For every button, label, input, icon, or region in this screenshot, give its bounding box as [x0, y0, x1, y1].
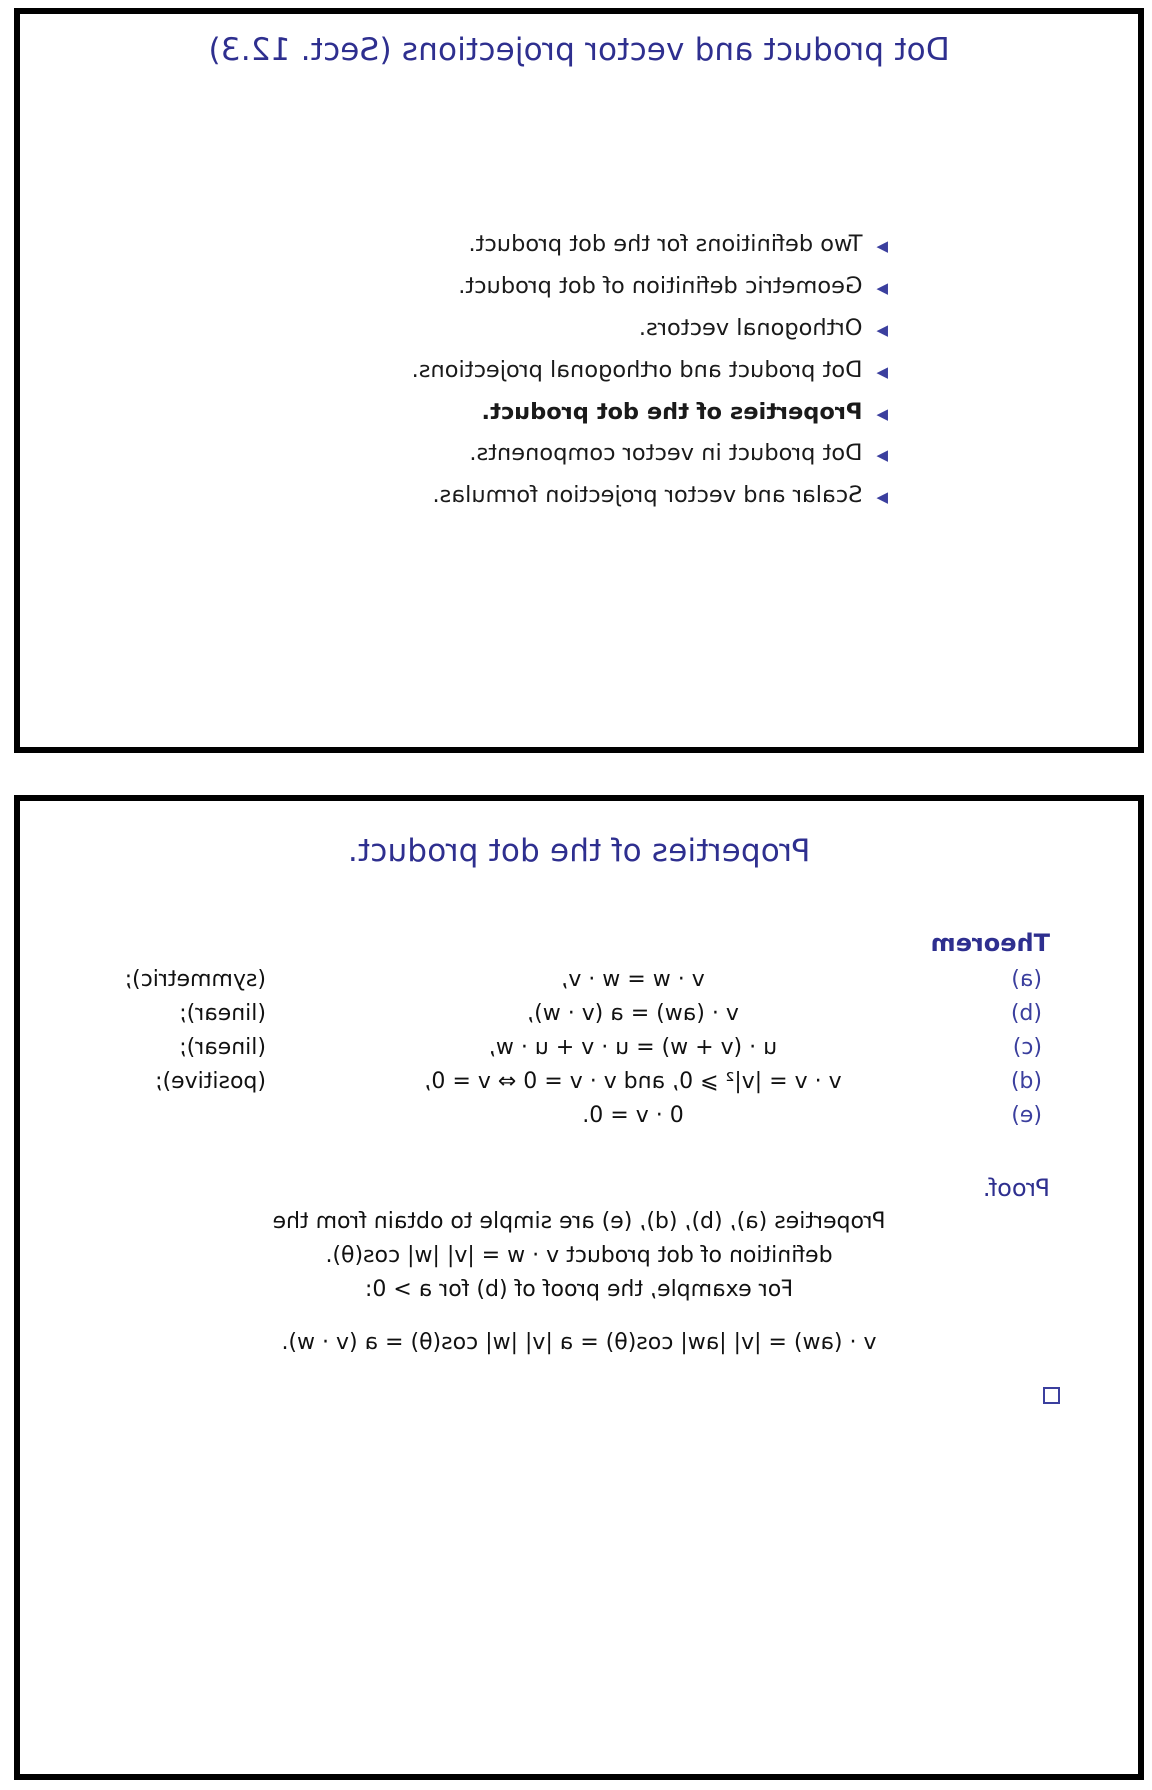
bullet-label: Orthogonal vectors.	[638, 314, 863, 341]
bullet-label: Dot product and orthogonal projections.	[411, 356, 863, 383]
list-item[interactable]	[20, 441, 1138, 467]
bullet-label: Dot product in vector components.	[469, 440, 863, 467]
proof-heading: Proof.	[982, 1174, 1050, 1202]
triangle-bullet-icon: ▶	[876, 404, 888, 423]
theorem-item-tag: (b)	[1010, 1001, 1042, 1026]
theorem-item-body: v · v = |v|² ⩾ 0, and v · v = 0 ⇔ v = 0,	[424, 1069, 842, 1094]
list-item[interactable]	[20, 274, 1138, 300]
bullet-label: Properties of the dot product.	[481, 398, 863, 425]
theorem-item-note: (positive);	[155, 1069, 266, 1094]
slide2-title: Properties of the dot product.	[347, 833, 811, 869]
theorem-item-tag: (c)	[1012, 1035, 1042, 1060]
triangle-bullet-icon: ▶	[876, 320, 888, 339]
triangle-bullet-icon: ▶	[876, 446, 888, 465]
list-item[interactable]	[20, 358, 1138, 384]
slide-dot-product-overview	[14, 8, 1144, 753]
bullet-label: Geometric definition of dot product.	[458, 272, 863, 299]
bullet-label: Scalar and vector projection formulas.	[432, 482, 863, 509]
slide-properties-of-dot-product	[14, 795, 1144, 1780]
proof-line: definition of dot product v · w = |v| |w| cos(θ).	[325, 1243, 833, 1269]
theorem-item-body: u · (v + w) = u · v + u · w,	[488, 1035, 778, 1060]
slide1-title: Dot product and vector projections (Sect. 12.3)	[208, 32, 950, 68]
theorem-item-body: v · w = w · v,	[561, 967, 705, 992]
theorem-item	[20, 1035, 1138, 1060]
theorem-item-tag: (e)	[1011, 1103, 1042, 1128]
list-item[interactable]	[20, 400, 1138, 426]
triangle-bullet-icon: ▶	[876, 237, 888, 255]
theorem-item-note: (symmetric);	[124, 967, 266, 992]
theorem-item	[20, 1001, 1138, 1026]
theorem-item	[20, 1069, 1138, 1094]
qed-box-icon	[1043, 1387, 1060, 1404]
list-item[interactable]	[20, 232, 1138, 258]
proof-line: For example, the proof of (b) for a > 0:	[364, 1277, 794, 1303]
theorem-heading: Theorem	[930, 929, 1050, 957]
slide1-bullet-list	[20, 232, 1138, 525]
theorem-item	[20, 967, 1138, 992]
list-item[interactable]	[20, 483, 1138, 509]
proof-line: Properties (a), (b), (d), (e) are simple to obtain from the	[272, 1209, 886, 1234]
theorem-item-list	[20, 967, 1138, 1128]
list-item[interactable]	[20, 316, 1138, 342]
triangle-bullet-icon: ▶	[876, 278, 888, 297]
theorem-item-tag: (d)	[1010, 1069, 1042, 1094]
bullet-label: Two definitions for the dot product.	[468, 231, 863, 257]
theorem-item-note: (linear);	[179, 1035, 266, 1060]
theorem-item	[20, 1103, 1138, 1128]
theorem-item-body: 0 · v = 0.	[582, 1103, 684, 1128]
theorem-item-tag: (a)	[1011, 967, 1042, 992]
theorem-item-body: v · (aw) = a (v · w),	[527, 1001, 739, 1026]
proof-equation: v · (aw) = |v| |aw| cos(θ) = a |v| |w| cos(θ) = a (v · w).	[281, 1330, 877, 1356]
triangle-bullet-icon: ▶	[876, 362, 888, 381]
theorem-item-note: (linear);	[179, 1001, 266, 1026]
triangle-bullet-icon: ▶	[876, 488, 888, 507]
